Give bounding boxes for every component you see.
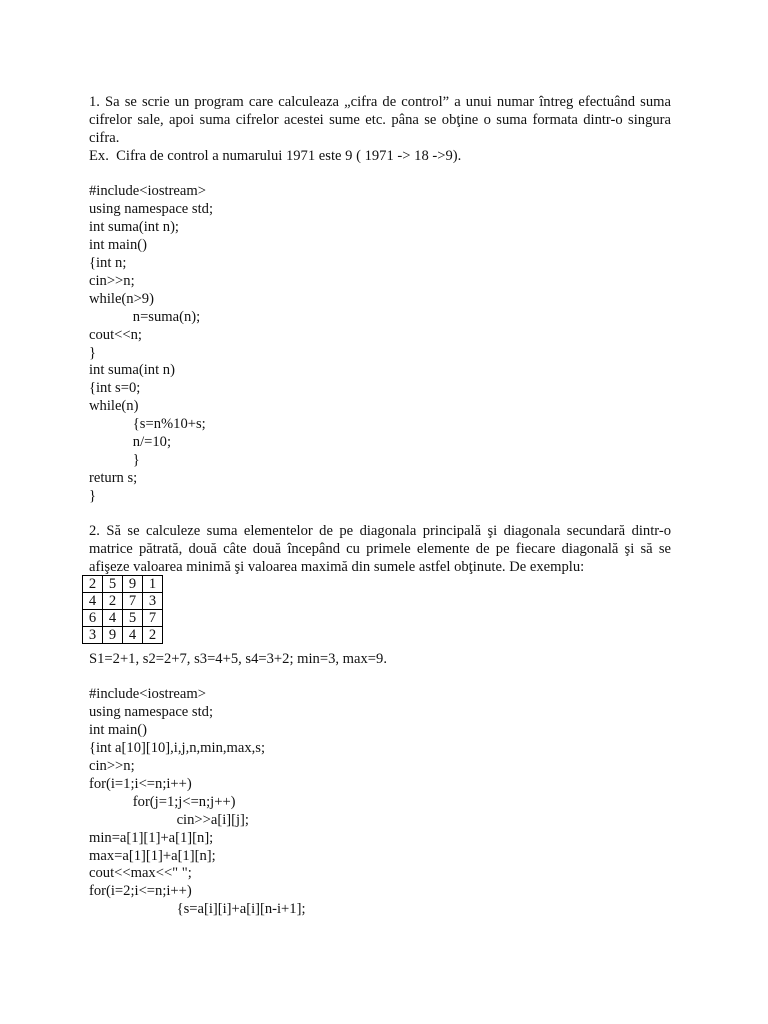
problem1-line: 1. Sa se scrie un program care calculeaza „cifra de control” a unui numar întreg efectuând suma [89, 94, 671, 110]
matrix-cell: 2 [83, 576, 103, 593]
matrix-cell: 7 [143, 610, 163, 627]
code-line: cin>>a[i][j]; [89, 812, 249, 828]
example-matrix [82, 575, 163, 644]
matrix-row [83, 610, 163, 627]
problem2-line: afişeze valoarea minimă şi valoarea maximă din sumele astfel obţinute. De exemplu: [89, 559, 585, 575]
matrix-cell: 3 [83, 627, 103, 644]
matrix-cell: 9 [103, 627, 123, 644]
code-line: {int s=0; [89, 380, 141, 396]
code-line: } [89, 452, 140, 468]
problem1-example: Ex. Cifra de control a numarului 1971 este 9 ( 1971 -> 18 ->9). [89, 148, 462, 164]
code-line: while(n) [89, 398, 139, 414]
code-line: } [89, 488, 97, 504]
example-result: S1=2+1, s2=2+7, s3=4+5, s4=3+2; min=3, max=9. [89, 651, 387, 667]
code-line: {s=n%10+s; [89, 416, 206, 432]
code-line: {s=a[i][i]+a[i][n-i+1]; [89, 901, 306, 917]
code-line: for(j=1;j<=n;j++) [89, 794, 236, 810]
code-line: int main() [89, 722, 147, 738]
code-line: n/=10; [89, 434, 172, 450]
matrix-cell: 7 [123, 593, 143, 610]
code-line: #include<iostream> [89, 686, 206, 702]
matrix-cell: 5 [103, 576, 123, 593]
code-line: cin>>n; [89, 273, 135, 289]
matrix-cell: 5 [123, 610, 143, 627]
problem1-line: cifra. [89, 130, 120, 146]
code-line: #include<iostream> [89, 183, 206, 199]
matrix-cell: 3 [143, 593, 163, 610]
problem2-line: 2. Să se calculeze suma elementelor de pe diagonala principală şi diagonala secundară dintr-o [89, 523, 671, 539]
matrix-cell: 4 [103, 610, 123, 627]
problem2-line: matrice pătrată, două câte două începând cu primele elemente de pe fiecare diagonală şi să se [89, 541, 671, 557]
code-line: {int a[10][10],i,j,n,min,max,s; [89, 740, 266, 756]
matrix-row [83, 593, 163, 610]
code-line: cout<<n; [89, 327, 142, 343]
problem1-line: cifrelor sale, apoi suma cifrelor acestei sume etc. pâna se obţine o suma formata dintr-o singura [89, 112, 671, 128]
code-line: return s; [89, 470, 138, 486]
matrix-cell: 9 [123, 576, 143, 593]
matrix-cell: 4 [83, 593, 103, 610]
code-line: } [89, 345, 97, 361]
matrix-cell: 6 [83, 610, 103, 627]
matrix-row [83, 576, 163, 593]
code-line: int suma(int n) [89, 362, 175, 378]
code-line: for(i=2;i<=n;i++) [89, 883, 192, 899]
code-line: min=a[1][1]+a[1][n]; [89, 830, 214, 846]
code-line: {int n; [89, 255, 127, 271]
code-line: while(n>9) [89, 291, 154, 307]
code-line: int main() [89, 237, 147, 253]
code-line: using namespace std; [89, 201, 214, 217]
matrix-cell: 2 [103, 593, 123, 610]
code-line: for(i=1;i<=n;i++) [89, 776, 192, 792]
matrix-cell: 1 [143, 576, 163, 593]
code-line: max=a[1][1]+a[1][n]; [89, 848, 216, 864]
matrix-cell: 2 [143, 627, 163, 644]
code-line: cin>>n; [89, 758, 135, 774]
code-line: using namespace std; [89, 704, 214, 720]
code-line: int suma(int n); [89, 219, 179, 235]
matrix-row [83, 627, 163, 644]
code-line: cout<<max<<" "; [89, 865, 192, 881]
matrix-cell: 4 [123, 627, 143, 644]
code-line: n=suma(n); [89, 309, 201, 325]
